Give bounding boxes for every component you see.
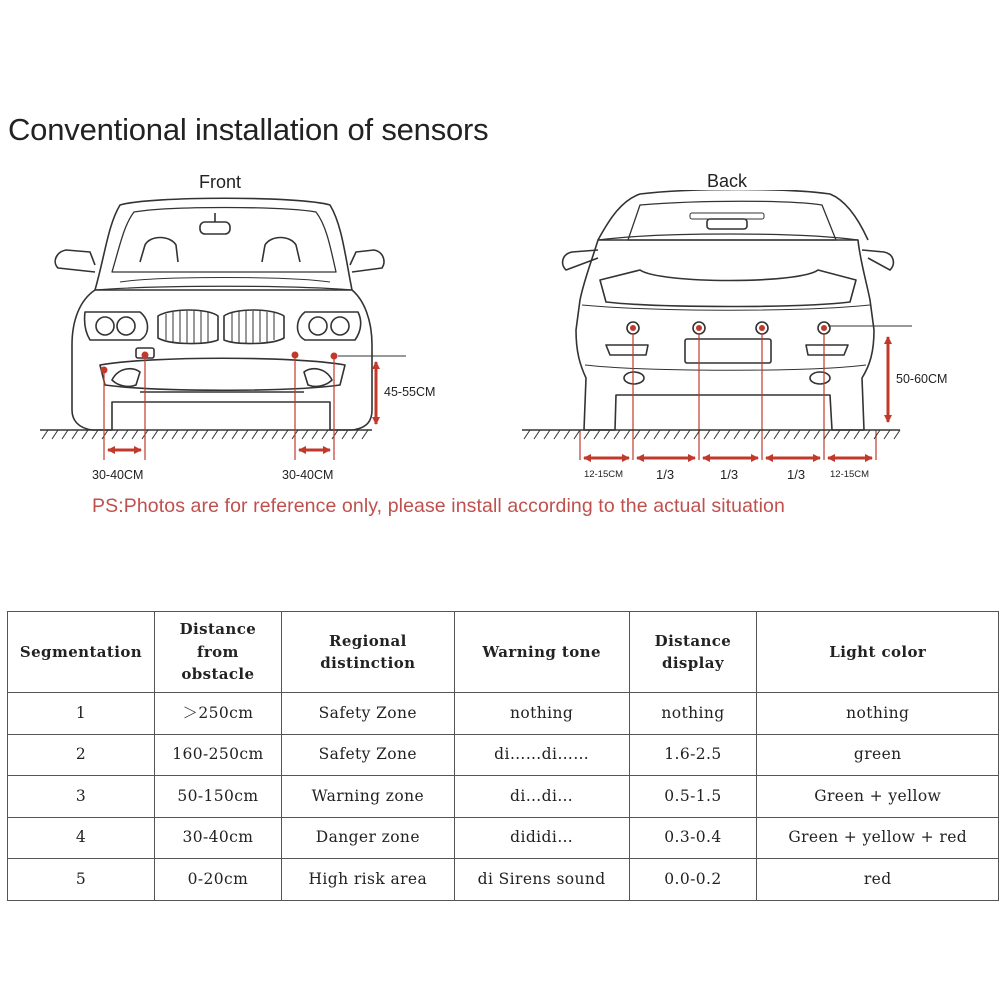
back-segment-label: 1/3 bbox=[787, 467, 806, 482]
header-light-color: Light color bbox=[757, 612, 999, 693]
ground-hatch bbox=[524, 430, 530, 439]
header-distance-from-obstacle: Distance from obstacle bbox=[154, 612, 281, 693]
ground-hatch bbox=[584, 430, 590, 439]
ground-hatch bbox=[704, 430, 710, 439]
cell-warning-tone: di…di… bbox=[454, 776, 629, 818]
back-segment-label: 12-15CM bbox=[584, 469, 624, 480]
cell-warning-tone: di Sirens sound bbox=[454, 859, 629, 901]
ground-hatch bbox=[574, 430, 580, 439]
cell-region: Safety Zone bbox=[281, 734, 454, 776]
ground-hatch bbox=[252, 430, 258, 439]
cell-distance-display: 0.5-1.5 bbox=[629, 776, 757, 818]
front-view-label: Front bbox=[198, 172, 241, 192]
ground-hatch bbox=[734, 430, 740, 439]
reference-note: PS:Photos are for reference only, please install according to the actual situation bbox=[92, 495, 785, 517]
ground-hatch bbox=[112, 430, 118, 439]
ground-hatch bbox=[352, 430, 358, 439]
header-segmentation: Segmentation bbox=[8, 612, 155, 693]
ground-hatch bbox=[784, 430, 790, 439]
ground-hatch bbox=[884, 430, 890, 439]
sensor-dot bbox=[759, 325, 765, 331]
ground-hatch bbox=[834, 430, 840, 439]
ground-hatch bbox=[202, 430, 208, 439]
ground-hatch bbox=[544, 430, 550, 439]
cell-warning-tone: nothing bbox=[454, 693, 629, 735]
front-ground bbox=[40, 430, 372, 439]
front-right-spacing-label: 30-40CM bbox=[282, 468, 334, 482]
cell-distance-display: nothing bbox=[629, 693, 757, 735]
ground-hatch bbox=[644, 430, 650, 439]
ground-hatch bbox=[594, 430, 600, 439]
sensor-dot bbox=[821, 325, 827, 331]
ground-hatch bbox=[864, 430, 870, 439]
ground-hatch bbox=[182, 430, 188, 439]
cell-distance-display: 1.6-2.5 bbox=[629, 734, 757, 776]
cell-light-color: nothing bbox=[757, 693, 999, 735]
ground-hatch bbox=[242, 430, 248, 439]
sensor-dot bbox=[696, 325, 702, 331]
cell-distance: 160-250cm bbox=[154, 734, 281, 776]
cell-region: Danger zone bbox=[281, 817, 454, 859]
ground-hatch bbox=[162, 430, 168, 439]
ground-hatch bbox=[724, 430, 730, 439]
cell-distance: 30-40cm bbox=[154, 817, 281, 859]
ground-hatch bbox=[82, 430, 88, 439]
ground-hatch bbox=[554, 430, 560, 439]
ground-hatch bbox=[764, 430, 770, 439]
header-distance-display: Distance display bbox=[629, 612, 757, 693]
ground-hatch bbox=[302, 430, 308, 439]
ground-hatch bbox=[614, 430, 620, 439]
header-regional-distinction: Regional distinction bbox=[281, 612, 454, 693]
ground-hatch bbox=[262, 430, 268, 439]
ground-hatch bbox=[684, 430, 690, 439]
ground-hatch bbox=[152, 430, 158, 439]
ground-hatch bbox=[854, 430, 860, 439]
front-sensors bbox=[101, 352, 407, 461]
cell-distance-display: 0.3-0.4 bbox=[629, 817, 757, 859]
front-left-spacing-label: 30-40CM bbox=[92, 468, 144, 482]
cell-distance: 0-20cm bbox=[154, 859, 281, 901]
cell-distance-display: 0.0-0.2 bbox=[629, 859, 757, 901]
ground-hatch bbox=[212, 430, 218, 439]
cell-distance: ＞250cm bbox=[154, 693, 281, 735]
ground-hatch bbox=[72, 430, 78, 439]
table-row bbox=[8, 693, 999, 735]
cell-region: High risk area bbox=[281, 859, 454, 901]
cell-segmentation: 4 bbox=[8, 817, 155, 859]
cell-light-color: green bbox=[757, 734, 999, 776]
table-row bbox=[8, 859, 999, 901]
cell-light-color: Green + yellow bbox=[757, 776, 999, 818]
ground-hatch bbox=[654, 430, 660, 439]
ground-hatch bbox=[774, 430, 780, 439]
ground-hatch bbox=[282, 430, 288, 439]
ground-hatch bbox=[634, 430, 640, 439]
ground-hatch bbox=[624, 430, 630, 439]
ground-hatch bbox=[192, 430, 198, 439]
table-row bbox=[8, 734, 999, 776]
ground-hatch bbox=[362, 430, 368, 439]
ground-hatch bbox=[172, 430, 178, 439]
page-title: Conventional installation of sensors bbox=[8, 112, 489, 147]
ground-hatch bbox=[564, 430, 570, 439]
cell-segmentation: 5 bbox=[8, 859, 155, 901]
ground-hatch bbox=[754, 430, 760, 439]
ground-hatch bbox=[824, 430, 830, 439]
ground-hatch bbox=[664, 430, 670, 439]
ground-hatch bbox=[674, 430, 680, 439]
cell-warning-tone: dididi… bbox=[454, 817, 629, 859]
cell-region: Safety Zone bbox=[281, 693, 454, 735]
cell-segmentation: 1 bbox=[8, 693, 155, 735]
back-view-label: Back bbox=[706, 171, 748, 191]
installation-diagram bbox=[0, 190, 1001, 490]
cell-light-color: Green + yellow + red bbox=[757, 817, 999, 859]
ground-hatch bbox=[744, 430, 750, 439]
ground-hatch bbox=[604, 430, 610, 439]
cell-region: Warning zone bbox=[281, 776, 454, 818]
back-height-label: 50-60CM bbox=[896, 372, 948, 386]
ground-hatch bbox=[312, 430, 318, 439]
back-segment-label: 1/3 bbox=[656, 467, 675, 482]
ground-hatch bbox=[102, 430, 108, 439]
back-ground bbox=[522, 430, 900, 439]
ground-hatch bbox=[814, 430, 820, 439]
ground-hatch bbox=[844, 430, 850, 439]
ground-hatch bbox=[342, 430, 348, 439]
ground-hatch bbox=[232, 430, 238, 439]
ground-hatch bbox=[794, 430, 800, 439]
cell-warning-tone: di……di…… bbox=[454, 734, 629, 776]
ground-hatch bbox=[332, 430, 338, 439]
ground-hatch bbox=[52, 430, 58, 439]
ground-hatch bbox=[92, 430, 98, 439]
back-segment-label: 12-15CM bbox=[830, 469, 870, 480]
back-car-drawing bbox=[563, 190, 894, 430]
ground-hatch bbox=[322, 430, 328, 439]
ground-hatch bbox=[132, 430, 138, 439]
ground-hatch bbox=[222, 430, 228, 439]
ground-hatch bbox=[534, 430, 540, 439]
header-warning-tone: Warning tone bbox=[454, 612, 629, 693]
ground-hatch bbox=[894, 430, 900, 439]
cell-distance: 50-150cm bbox=[154, 776, 281, 818]
ground-hatch bbox=[804, 430, 810, 439]
ground-hatch bbox=[42, 430, 48, 439]
table-header-row bbox=[8, 612, 999, 693]
cell-segmentation: 3 bbox=[8, 776, 155, 818]
table-row bbox=[8, 817, 999, 859]
cell-light-color: red bbox=[757, 859, 999, 901]
cell-segmentation: 2 bbox=[8, 734, 155, 776]
ground-hatch bbox=[714, 430, 720, 439]
ground-hatch bbox=[122, 430, 128, 439]
table-row bbox=[8, 776, 999, 818]
segmentation-table bbox=[7, 611, 999, 901]
back-segment-label: 1/3 bbox=[720, 467, 739, 482]
front-height-label: 45-55CM bbox=[384, 385, 436, 399]
ground-hatch bbox=[62, 430, 68, 439]
ground-hatch bbox=[272, 430, 278, 439]
ground-hatch bbox=[874, 430, 880, 439]
sensor-dot bbox=[630, 325, 636, 331]
